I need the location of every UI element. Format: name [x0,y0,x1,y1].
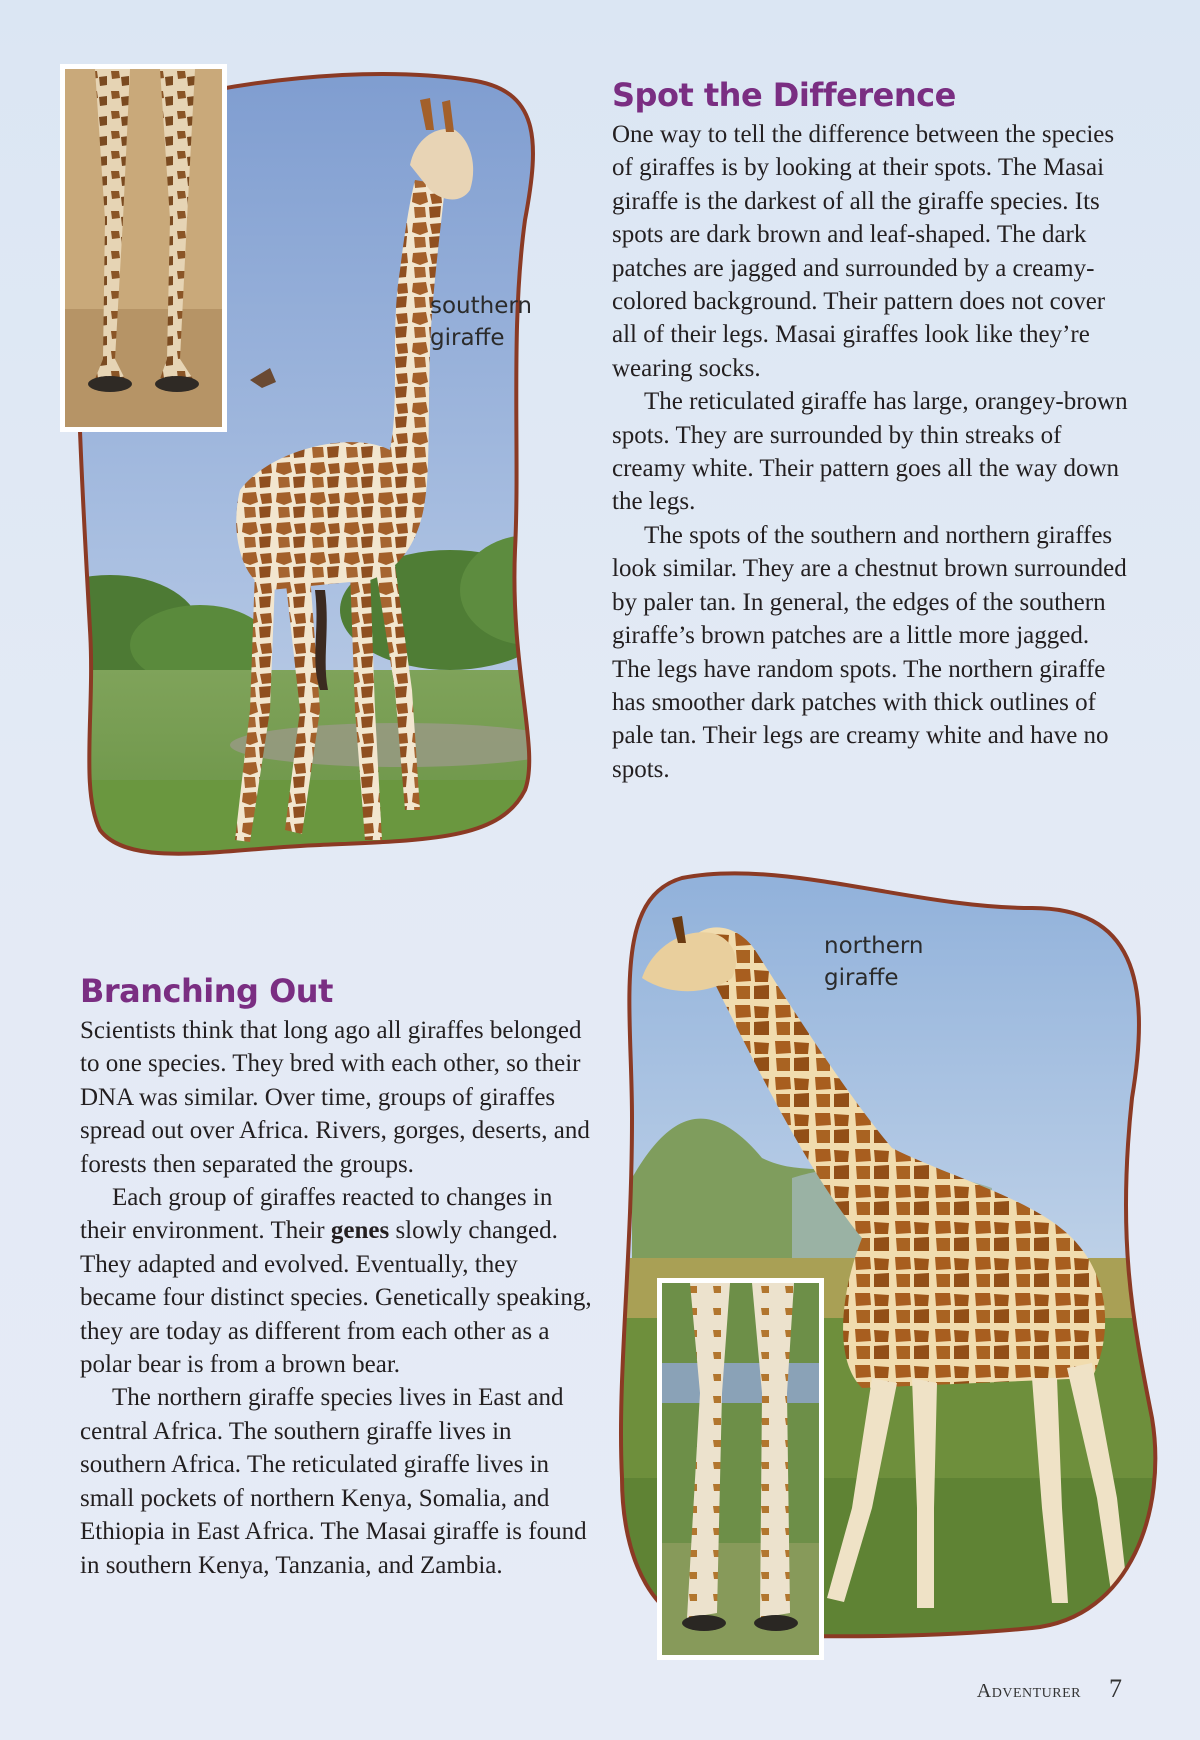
genes-term: genes [330,1217,390,1245]
branching-out-text [80,1014,598,1582]
spot-difference-heading: Spot the Difference [612,76,956,114]
northern-giraffe-legs-inset [657,1278,824,1660]
northern-legs-illustration [662,1283,819,1655]
spot-paragraph-1: One way to tell the difference between the species of giraffes is by looking at their spots. The Masai giraffe is the darkest of all the giraffe species. Its spots are dark brown and leaf-shaped. The dark patches are jagged and surrounded by a creamy-colored background. Their pattern does not cover all of their legs. Masai giraffes look like they’re wearing socks. [612,121,1115,382]
branching-p2-after: slowly changed. They adapted and evolved. Eventually, they became four distinct species. Genetically speaking, they are today as different from each other as a polar bear is from a brown bear. [80,1217,592,1379]
southern-label-line1: southern [430,293,533,319]
page-number: 7 [1109,1674,1122,1703]
branching-out-heading: Branching Out [80,972,333,1010]
southern-giraffe-legs-inset [60,64,227,432]
spot-paragraph-2: The reticulated giraffe has large, orangey-brown spots. They are surrounded by thin streaks of creamy white. Their pattern goes all the way down the legs. [612,388,1128,516]
branching-p2-before: Each group of giraffes reacted to changes in their environment. Their [80,1184,553,1245]
northern-giraffe-label [824,930,923,994]
southern-giraffe-label [430,290,532,354]
branching-paragraph-1: Scientists think that long ago all giraffes belonged to one species. They bred with each other, so their DNA was similar. Over time, groups of giraffes spread out over Africa. Rivers, gorges, deserts, and forests then separated the groups. [80,1017,590,1178]
page-footer [977,1674,1122,1704]
branching-paragraph-2 [80,1181,598,1381]
northern-label-line1: northern [824,933,924,959]
southern-legs-illustration [65,69,222,427]
southern-label-line2: giraffe [430,325,505,351]
northern-label-line2: giraffe [824,965,899,991]
spot-difference-text [612,118,1132,786]
publication-name: Adventurer [976,1680,1081,1702]
spot-paragraph-3: The spots of the southern and northern giraffes look similar. They are a chestnut brown surrounded by paler tan. In general, the edges of the southern giraffe’s brown patches are a little more jagged. The legs have random spots. The northern giraffe has smoother dark patches with thick outlines of pale tan. Their legs are creamy white and have no spots. [612,521,1127,783]
branching-paragraph-3: The northern giraffe species lives in East and central Africa. The southern giraffe lives in southern Africa. The reticulated giraffe lives in small pockets of northern Kenya, Somalia, and Ethiopia in East Africa. The Masai giraffe is found in southern Kenya, Tanzania, and Zambia. [80,1384,587,1579]
